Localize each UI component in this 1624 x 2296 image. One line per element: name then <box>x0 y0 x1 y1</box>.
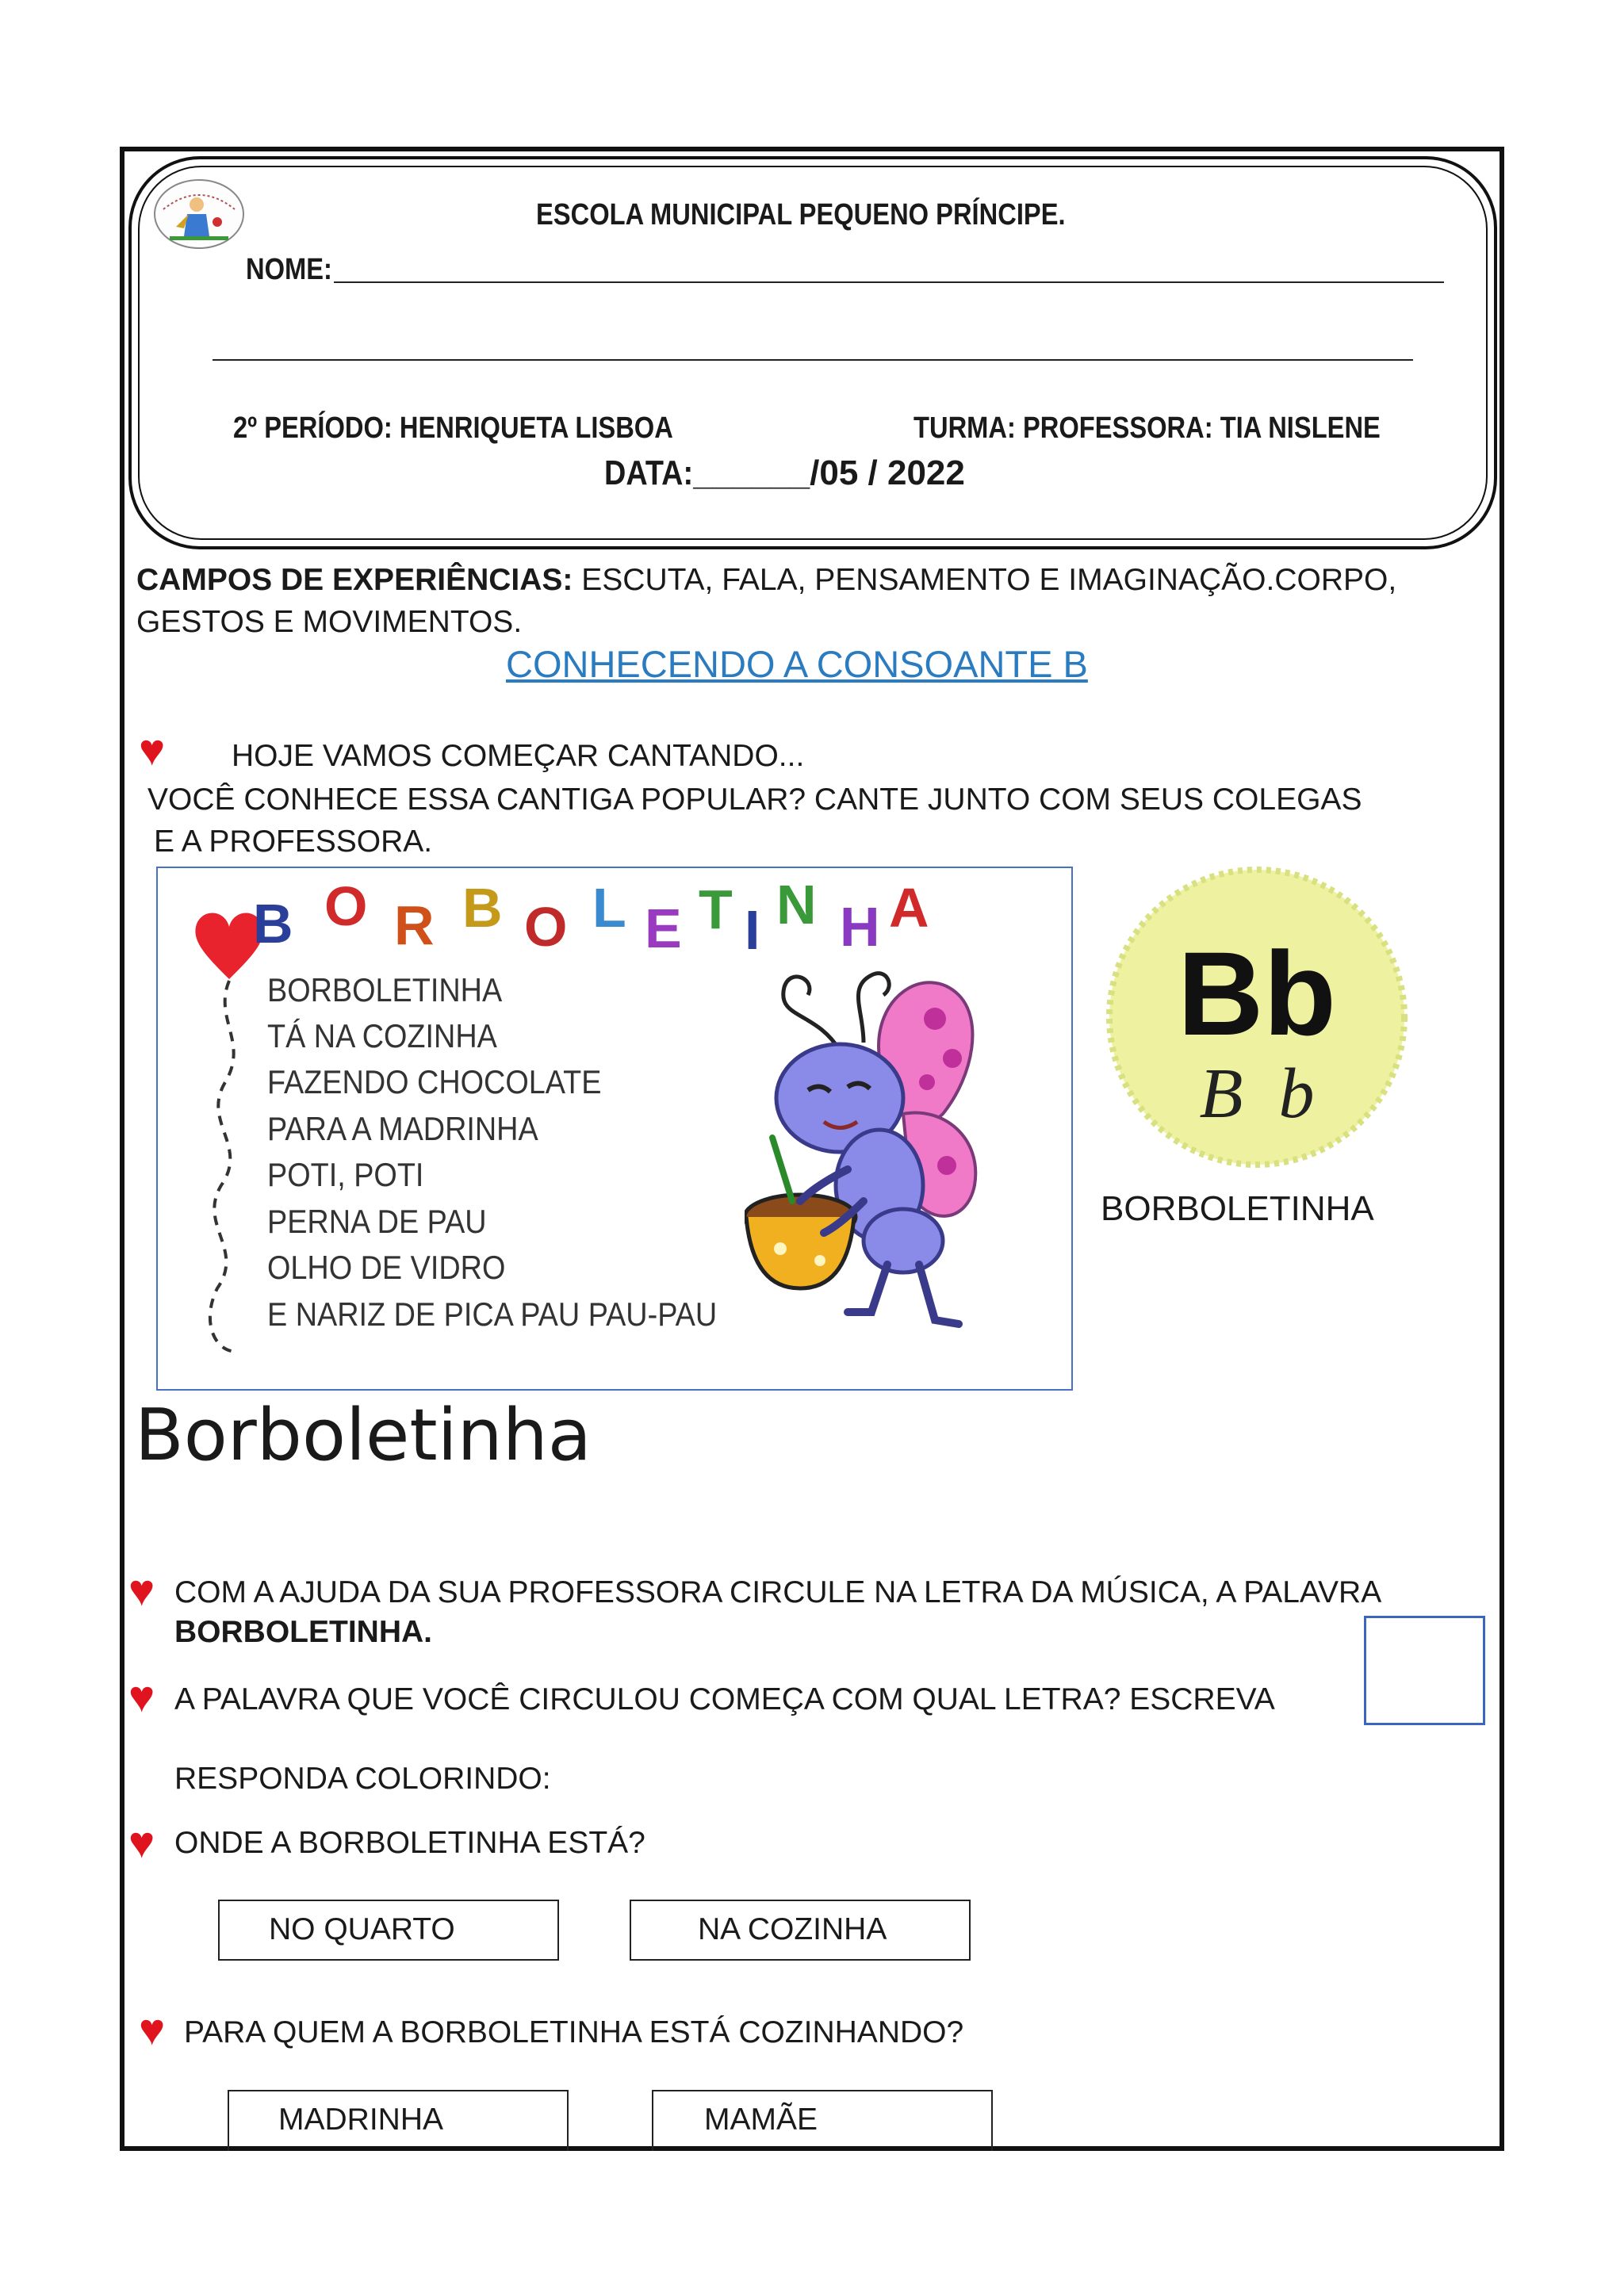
title-letter: I <box>745 899 760 961</box>
badge-caption: BORBOLETINHA <box>1101 1189 1374 1228</box>
lyric-line: TÁ NA COZINHA <box>267 1017 497 1054</box>
title-letter: T <box>699 878 733 940</box>
question-4: PARA QUEM A BORBOLETINHA ESTÁ COZINHANDO? <box>184 2015 964 2049</box>
big-title: Borboletinha <box>135 1394 592 1477</box>
letter-b-badge <box>1106 867 1408 1184</box>
campos-text-1: ESCUTA, FALA, PENSAMENTO E IMAGINAÇÃO.CORPO, <box>573 563 1397 597</box>
heart-icon: ♥ <box>128 1671 155 1721</box>
title-letter: R <box>394 894 435 956</box>
lesson-title: CONHECENDO A CONSOANTE B <box>506 643 1088 685</box>
date-label: DATA: <box>604 453 694 492</box>
lyric-line: PERNA DE PAU <box>267 1203 487 1240</box>
question-3: ONDE A BORBOLETINHA ESTÁ? <box>174 1826 645 1860</box>
option-no-quarto[interactable]: NO QUARTO <box>218 1900 559 1961</box>
title-letter: L <box>592 877 626 939</box>
question-1-line-1: COM A AJUDA DA SUA PROFESSORA CIRCULE NA LETRA DA MÚSICA, A PALAVRA <box>174 1575 1382 1609</box>
lyric-line: FAZENDO CHOCOLATE <box>267 1063 602 1100</box>
heart-icon: ♥ <box>128 1565 155 1615</box>
heart-icon: ♥ <box>139 725 166 775</box>
lyric-line: E NARIZ DE PICA PAU PAU-PAU <box>267 1295 718 1333</box>
lyric-line: POTI, POTI <box>267 1156 424 1193</box>
question-2: A PALAVRA QUE VOCÊ CIRCULOU COMEÇA COM QUAL LETRA? ESCREVA <box>174 1682 1275 1716</box>
name-label: NOME: <box>246 253 332 286</box>
title-letter: O <box>324 875 368 937</box>
heart-icon: ♥ <box>139 2004 166 2054</box>
letter-b-print: Bb <box>1178 927 1336 1060</box>
question-1-line-2: BORBOLETINHA. <box>174 1615 432 1649</box>
lyric-line: BORBOLETINHA <box>267 971 503 1008</box>
option-madrinha[interactable]: MADRINHA <box>228 2090 569 2151</box>
title-letter: B <box>253 893 293 955</box>
name-input-line[interactable] <box>334 281 1444 283</box>
option-na-cozinha[interactable]: NA COZINHA <box>630 1900 971 1961</box>
school-name: ESCOLA MUNICIPAL PEQUENO PRÍNCIPE. <box>536 198 1066 232</box>
date-value[interactable]: ______/05 / 2022 <box>693 453 965 492</box>
title-letter: O <box>524 896 568 958</box>
title-letter: A <box>889 877 929 939</box>
intro-line-3: E A PROFESSORA. <box>154 825 433 859</box>
balloon-heart-icon <box>190 908 277 1383</box>
lyric-line: OLHO DE VIDRO <box>267 1249 506 1286</box>
title-letter: E <box>645 897 682 959</box>
lyric-line: PARA A MADRINHA <box>267 1110 538 1147</box>
letter-answer-box[interactable] <box>1364 1616 1485 1725</box>
name-second-line[interactable] <box>213 359 1413 361</box>
title-letter: B <box>462 877 503 939</box>
title-letter: N <box>776 874 817 936</box>
heart-icon: ♥ <box>128 1817 155 1867</box>
option-mamae[interactable]: MAMÃE <box>652 2090 993 2151</box>
respond-instruction: RESPONDA COLORINDO: <box>174 1762 551 1796</box>
letter-b-cursive: B b <box>1199 1054 1315 1133</box>
song-card <box>156 867 1073 1391</box>
intro-line-1: HOJE VAMOS COMEÇAR CANTANDO... <box>232 739 805 773</box>
school-logo <box>152 178 246 251</box>
intro-line-2: VOCÊ CONHECE ESSA CANTIGA POPULAR? CANTE JUNTO COM SEUS COLEGAS <box>147 783 1362 817</box>
class-info: TURMA: PROFESSORA: TIA NISLENE <box>914 411 1381 445</box>
campos-label: CAMPOS DE EXPERIÊNCIAS: <box>136 563 573 597</box>
campos-line-2: GESTOS E MOVIMENTOS. <box>136 605 523 639</box>
title-letter: H <box>840 896 880 958</box>
period-text: 2º PERÍODO: HENRIQUETA LISBOA <box>233 411 673 445</box>
date-line <box>604 453 965 493</box>
campos-line-1 <box>136 563 1396 598</box>
butterfly-illustration <box>745 963 1046 1344</box>
